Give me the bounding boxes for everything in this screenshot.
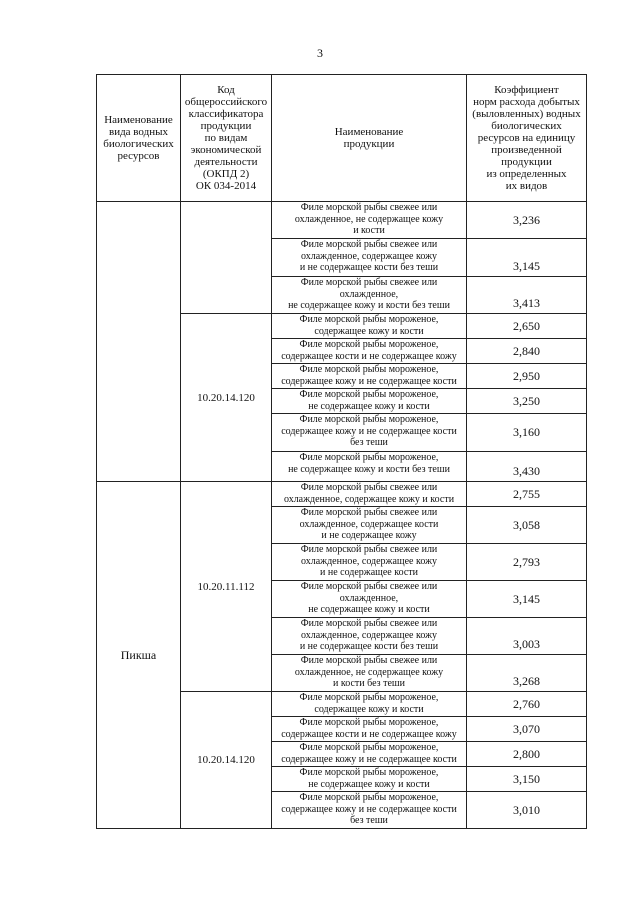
- species-header: Наименование вида водных биологических ресурсов: [97, 75, 181, 202]
- product-cell: Филе морской рыбы мороженое, содержащее кожу и кости: [272, 692, 467, 717]
- code-cell: 10.20.14.120: [181, 692, 272, 829]
- product-header: Наименование продукции: [272, 75, 467, 202]
- coefficient-cell: 3,160: [467, 414, 587, 452]
- coefficients-table: [96, 74, 587, 829]
- species-cell: [97, 202, 181, 482]
- coefficient-cell: 3,430: [467, 452, 587, 482]
- product-cell: Филе морской рыбы свежее или охлажденное, не содержащее кожу и кости: [272, 581, 467, 618]
- product-cell: Филе морской рыбы мороженое, содержащее кожу и не содержащее кости: [272, 742, 467, 767]
- coefficient-cell: 3,150: [467, 767, 587, 792]
- code-cell: 10.20.11.112: [181, 482, 272, 692]
- header-row: [97, 75, 587, 202]
- product-cell: Филе морской рыбы мороженое, содержащее кости и не содержащее кожу: [272, 717, 467, 742]
- species-cell: Пикша: [97, 482, 181, 829]
- product-cell: Филе морской рыбы мороженое, содержащее кожу и кости: [272, 314, 467, 339]
- coefficient-cell: 2,800: [467, 742, 587, 767]
- product-cell: Филе морской рыбы свежее или охлажденное, не содержащее кожу и кости без теши: [272, 655, 467, 692]
- page-number: 3: [317, 46, 323, 60]
- coefficient-cell: 3,058: [467, 507, 587, 544]
- coefficient-cell: 3,145: [467, 239, 587, 277]
- coefficient-header: Коэффициент норм расхода добытых (выловленных) водных биологических ресурсов на единицу произведенной продукции из определенных их видов: [467, 75, 587, 202]
- product-cell: Филе морской рыбы свежее или охлажденное, содержащее кости и не содержащее кожу: [272, 507, 467, 544]
- product-cell: Филе морской рыбы мороженое, содержащее кожу и не содержащее кости без теши: [272, 792, 467, 829]
- product-cell: Филе морской рыбы свежее или охлажденное, содержащее кожу и не содержащее кости без теши: [272, 618, 467, 655]
- product-cell: Филе морской рыбы свежее или охлажденное, не содержащее кожу и кости: [272, 202, 467, 239]
- coefficient-cell: 2,755: [467, 482, 587, 507]
- product-cell: Филе морской рыбы мороженое, содержащее кожу и не содержащее кости: [272, 364, 467, 389]
- product-cell: Филе морской рыбы свежее или охлажденное, не содержащее кожу и кости без теши: [272, 277, 467, 314]
- code-header: Код общероссийского классификатора продукции по видам экономической деятельности (ОКПД 2) ОК 034-2014: [181, 75, 272, 202]
- product-cell: Филе морской рыбы мороженое, не содержащее кожу и кости без теши: [272, 452, 467, 482]
- product-cell: Филе морской рыбы свежее или охлажденное, содержащее кожу и не содержащее кости: [272, 544, 467, 581]
- coefficient-cell: 3,010: [467, 792, 587, 829]
- product-cell: Филе морской рыбы мороженое, содержащее кожу и не содержащее кости без теши: [272, 414, 467, 452]
- coefficient-cell: 3,145: [467, 581, 587, 618]
- table-row: [97, 202, 587, 239]
- product-cell: Филе морской рыбы мороженое, не содержащее кожу и кости: [272, 389, 467, 414]
- coefficient-cell: 2,793: [467, 544, 587, 581]
- product-cell: Филе морской рыбы мороженое, содержащее кости и не содержащее кожу: [272, 339, 467, 364]
- coefficient-cell: 2,950: [467, 364, 587, 389]
- code-cell: 10.20.14.120: [181, 314, 272, 482]
- product-cell: Филе морской рыбы свежее или охлажденное, содержащее кожу и кости: [272, 482, 467, 507]
- coefficient-cell: 3,413: [467, 277, 587, 314]
- coefficient-cell: 2,650: [467, 314, 587, 339]
- coefficient-cell: 3,236: [467, 202, 587, 239]
- coefficient-cell: 3,003: [467, 618, 587, 655]
- coefficient-cell: 2,840: [467, 339, 587, 364]
- product-cell: Филе морской рыбы свежее или охлажденное, содержащее кожу и не содержащее кости без теши: [272, 239, 467, 277]
- coefficient-cell: 3,250: [467, 389, 587, 414]
- coefficient-cell: 3,268: [467, 655, 587, 692]
- table-row: [97, 482, 587, 507]
- product-cell: Филе морской рыбы мороженое, не содержащее кожу и кости: [272, 767, 467, 792]
- coefficient-cell: 3,070: [467, 717, 587, 742]
- coefficient-cell: 2,760: [467, 692, 587, 717]
- code-cell: [181, 202, 272, 314]
